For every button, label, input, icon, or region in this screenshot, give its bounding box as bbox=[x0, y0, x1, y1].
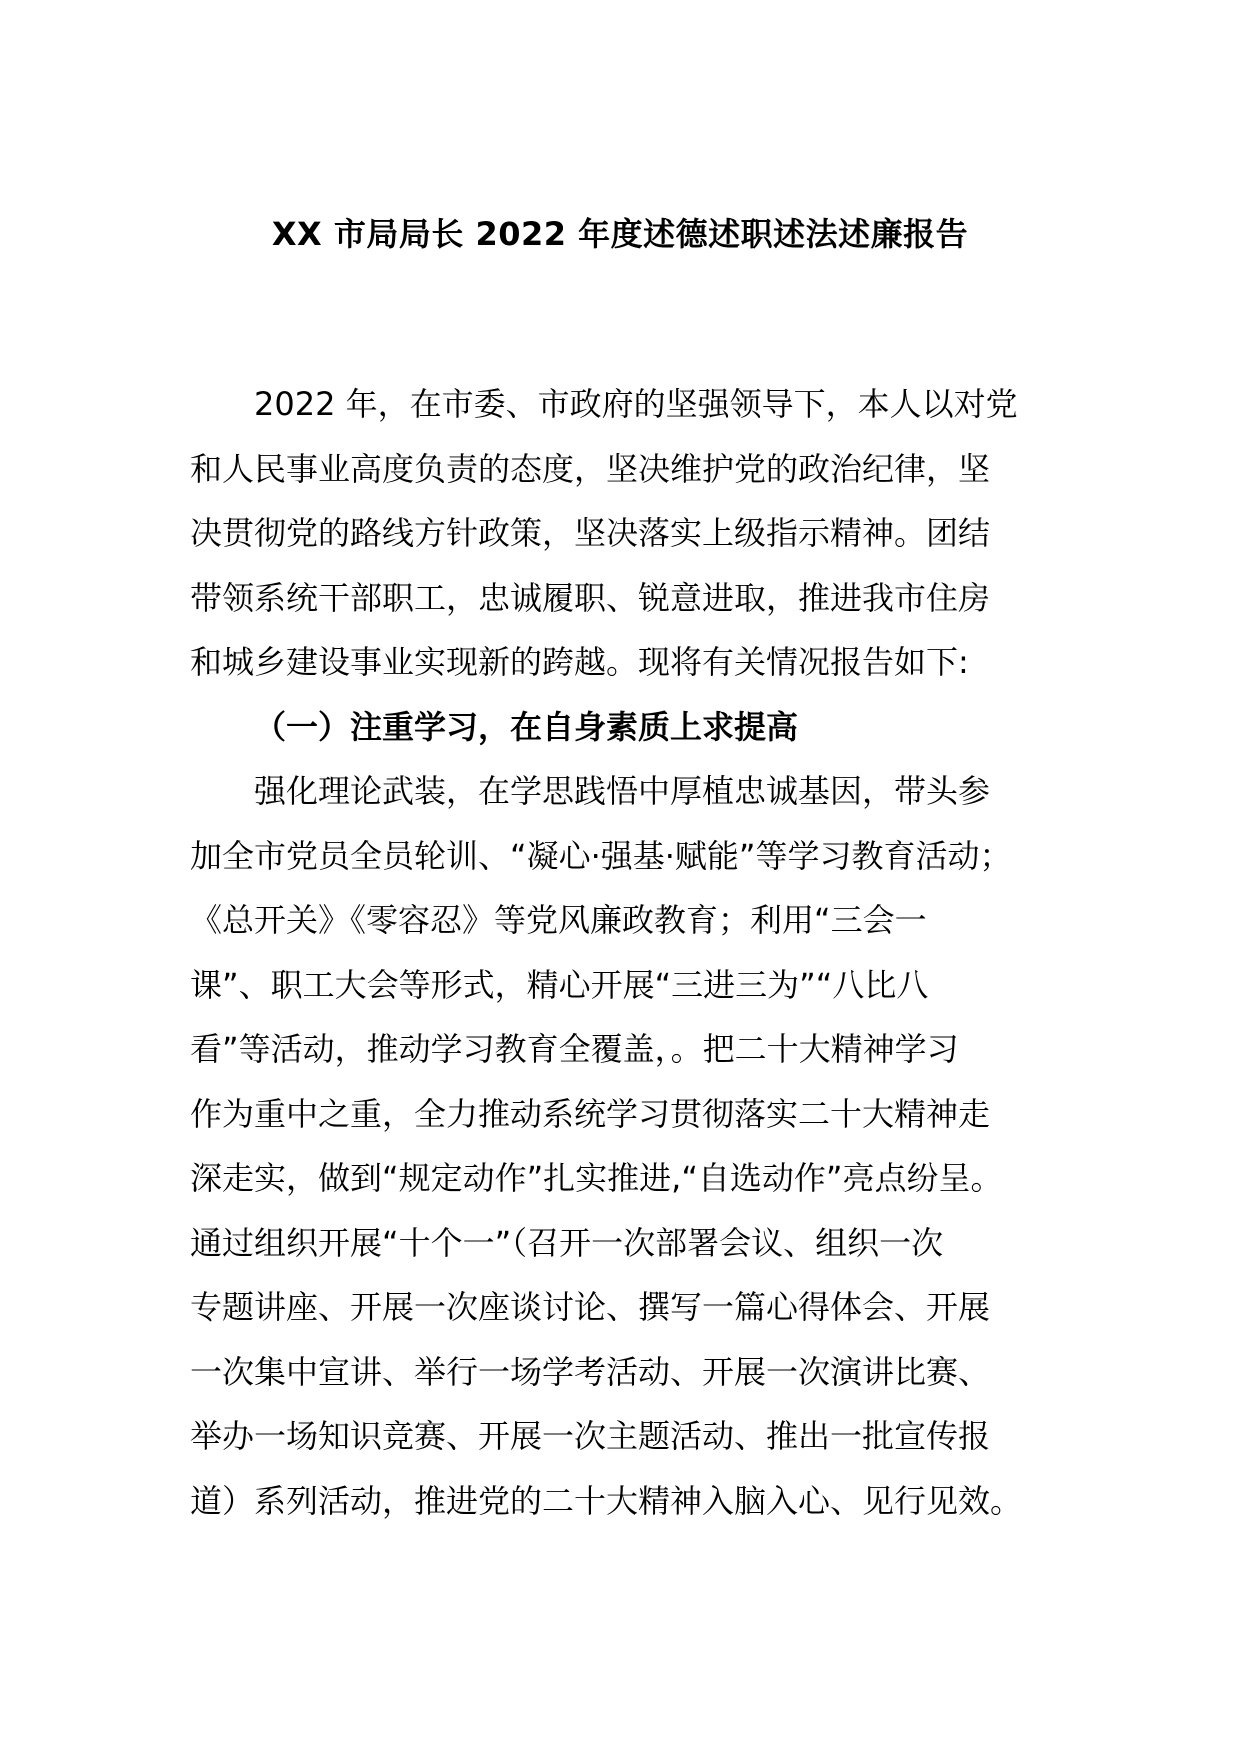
paragraph-1-line: 和城乡建设事业实现新的跨越。现将有关情况报告如下: bbox=[190, 643, 969, 681]
paragraph-2-line: 《总开关》《零容忍》等党风廉政教育；利用“三会一 bbox=[190, 901, 927, 939]
paragraph-1-line: 决贯彻党的路线方针政策，坚决落实上级指示精神。团结 bbox=[190, 514, 991, 552]
section-heading: （一）注重学习，在自身素质上求提高 bbox=[254, 707, 799, 746]
paragraph-2-line: 加全市党员全员轮训、“凝心·强基·赋能”等学习教育活动； bbox=[190, 836, 1012, 875]
paragraph-1-line: 和人民事业高度负责的态度，坚决维护党的政治纪律，坚 bbox=[190, 449, 991, 488]
document-body bbox=[190, 372, 1070, 1533]
paragraph-2-line: 课”、职工大会等形式，精心开展“三进三为”“八比八 bbox=[190, 965, 929, 1004]
document-title: XX 市局局长 2022 年度述德述职述法述廉报告 bbox=[271, 215, 969, 253]
paragraph-2-line: 专题讲座、开展一次座谈讨论、撰写一篇心得体会、开展 bbox=[190, 1288, 991, 1326]
paragraph-2-line: 看”等活动，推动学习教育全覆盖，。把二十大精神学习 bbox=[190, 1030, 959, 1068]
paragraph-2-line: 深走实，做到“规定动作”扎实推进,“自选动作”亮点纷呈。 bbox=[190, 1159, 1003, 1197]
paragraph-1-line: 带领系统干部职工，忠诚履职、锐意进取，推进我市住房 bbox=[190, 578, 991, 617]
paragraph-2-line: 一次集中宣讲、举行一场学考活动、开展一次演讲比赛、 bbox=[190, 1352, 991, 1391]
paragraph-2-line: 举办一场知识竞赛、开展一次主题活动、推出一批宣传报 bbox=[190, 1417, 991, 1455]
paragraph-2-line: 强化理论武装，在学思践悟中厚植忠诚基因，带头参 bbox=[254, 772, 991, 810]
paragraph-1-line: 2022 年，在市委、市政府的坚强领导下，本人以对党 bbox=[254, 385, 1018, 423]
paragraph-2-line: 作为重中之重，全力推动系统学习贯彻落实二十大精神走 bbox=[190, 1094, 991, 1133]
paragraph-2-line: 通过组织开展“十个一”（召开一次部署会议、组织一次 bbox=[190, 1223, 944, 1262]
paragraph-2-line: 道）系列活动，推进党的二十大精神入脑入心、见行见效。 bbox=[190, 1481, 1023, 1520]
